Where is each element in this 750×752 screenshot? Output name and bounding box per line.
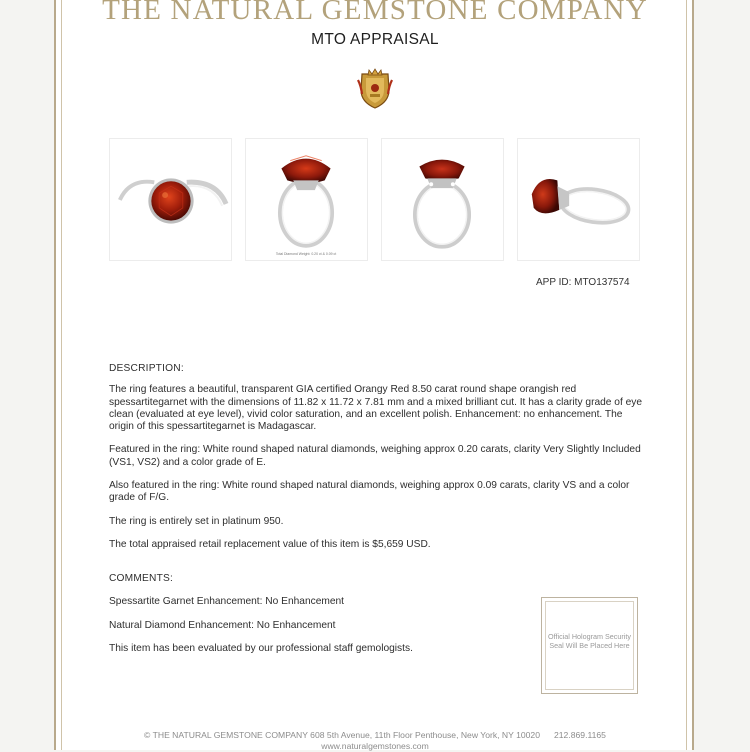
ring-front-view-photo [245,138,368,261]
description-section [109,363,644,551]
footer [0,730,750,752]
comment-line: This item has been evaluated by our professional staff gemologists. [109,642,413,654]
footer-website[interactable]: www.naturalgemstones.com [321,741,429,751]
app-id: APP ID: MTO137574 [536,277,630,288]
comments-heading: COMMENTS: [109,573,174,584]
photo-caption: Total Diamond Weight: 0.20 ct & 0.09 ct [275,252,337,257]
comment-line: Natural Diamond Enhancement: No Enhancement [109,619,336,631]
company-name: THE NATURAL GEMSTONE COMPANY [102,0,648,26]
description-paragraph: The ring is entirely set in platinum 950. [109,515,284,527]
description-heading: DESCRIPTION: [109,363,184,374]
document-title: MTO APPRAISAL [311,31,439,48]
gold-crest-icon [356,66,394,110]
description-paragraph: Also featured in the ring: White round shaped natural diamonds, weighing approx 0.09 carats, clarity VS and a color grade of F/G. [109,480,630,504]
comment-line: Spessartite Garnet Enhancement: No Enhancement [109,596,345,608]
ring-back-view-photo [381,138,504,261]
footer-phone: 212.869.1165 [554,730,606,740]
description-paragraph: The ring features a beautiful, transparent GIA certified Orangy Red 8.50 carat round shape orangish red spessartitegarnet with the dimensions of 11.82 x 11.72 x 7.81 mm and a mixed brilliant cut. It has a clarity grade of eye clean (evaluated at eye level), vivid color saturation, and an excellent polish. Enhancement: no enhancement. The origin of this spessartitegarnet is Madagascar. [109,384,643,433]
hologram-text: Official Hologram Security Seal Will Be Placed Here [548,632,631,650]
ring-side-view-photo [517,138,640,261]
description-paragraph: The total appraised retail replacement value of this item is $5,659 USD. [109,538,431,550]
description-paragraph: Featured in the ring: White round shaped natural diamonds, weighing approx 0.20 carats, clarity Very Slightly Included (VS1, VS2) and a color grade of E. [109,444,641,468]
footer-address: © THE NATURAL GEMSTONE COMPANY 608 5th Avenue, 11th Floor Penthouse, New York, NY 10020 [144,730,540,740]
hologram-seal-placeholder [541,597,638,694]
comments-section [109,573,529,655]
ring-top-view-photo [109,138,232,261]
